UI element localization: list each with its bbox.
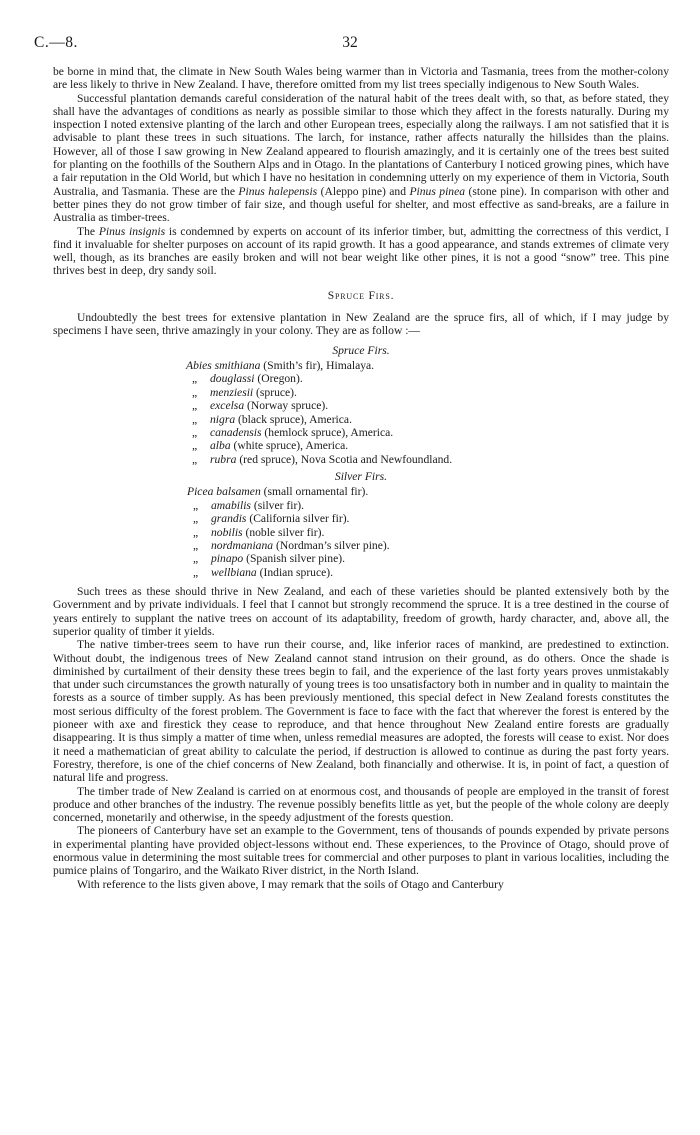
species-name: excelsa bbox=[210, 399, 245, 413]
list-item bbox=[187, 566, 669, 579]
genus-label: „ bbox=[192, 399, 198, 413]
species-description: (Norway spruce). bbox=[244, 399, 329, 413]
species-name: nobilis bbox=[211, 525, 243, 539]
species-name: menziesii bbox=[210, 385, 254, 399]
species-name: nigra bbox=[210, 412, 236, 426]
species-description: (silver fir). bbox=[250, 498, 305, 512]
page-number: 32 bbox=[342, 34, 358, 51]
species-name: amabilis bbox=[211, 498, 251, 512]
list-item bbox=[186, 359, 669, 372]
species-name: douglassi bbox=[210, 372, 255, 386]
species-name: Pinus insignis bbox=[98, 224, 166, 238]
genus-label: Picea bbox=[187, 485, 217, 499]
genus-label: „ bbox=[192, 425, 198, 439]
species-description: (spruce). bbox=[253, 385, 297, 399]
species-description: (Indian spruce). bbox=[256, 565, 334, 579]
species-name: smithiana bbox=[214, 358, 261, 372]
genus-label: „ bbox=[192, 439, 198, 453]
list-item bbox=[186, 426, 669, 439]
paragraph bbox=[53, 225, 669, 278]
genus-label: Abies bbox=[186, 358, 215, 372]
paragraph: be borne in mind that, the climate in New South Wales being warmer than in Victoria and Tasmania, trees from the mother-colony are less likely to thrive in New Zealand. I have, therefore omitted from my list trees specially indigenous to New South Wales. bbox=[53, 65, 669, 92]
paragraph-text: (Aleppo pine) and bbox=[320, 184, 407, 198]
species-name: canadensis bbox=[210, 425, 262, 439]
paragraph bbox=[53, 92, 669, 225]
paragraph: The native timber-trees seem to have run their course, and, like inferior races of mankind, are predestined to extinction. Without doubt, the indigenous trees of New Zealand cannot stand intrusion on their ground, as do others. Once the shade is diminished by curtailment of their density these trees begin to fail, and the experience of the last forty years proves unmistakably that under such circumstances the growth naturally of young trees is too unsatisfactory both in number and in quality to maintain the forests as a source of timber supply. As has been previously mentioned, this special defect in New Zealand forests constitutes the most serious difficulty of the forest problem. The Government is face to face with the fact that wherever the forest is entered by the pioneer with axe and firestick they cease to reproduce, and that hence throughout New Zealand entire forests are gradually disappearing. It is thus simply a matter of time when, unless remedial measures are adopted, the forests will cease to exist. Nor does it need a mathematician of great ability to calculate the period, if destruction is allowed to continue as during the past forty years. Forestry, therefore, is one of the chief concerns of New Zealand, both financially and otherwise. It is, in point of fact, a question of natural life and progress. bbox=[53, 638, 669, 785]
species-name: balsamen bbox=[216, 485, 261, 499]
genus-label: „ bbox=[193, 538, 199, 552]
list-item bbox=[187, 526, 669, 539]
species-name: rubra bbox=[210, 452, 237, 466]
genus-label: „ bbox=[192, 412, 198, 426]
paragraph: Such trees as these should thrive in New Zealand, and each of these varieties should be planted extensively both by the Government and by private individuals. I feel that I cannot but strongly recommend the spruce. It is a tree destined in the course of years entirely to supplant the native trees on account of its adaptability, freedom of growth, hardy character, and, above all, the superior quality of timber it yields. bbox=[53, 585, 669, 638]
species-description: (noble silver fir). bbox=[242, 525, 325, 539]
silver-fir-list bbox=[187, 485, 669, 579]
document-body bbox=[53, 65, 669, 891]
species-name: alba bbox=[210, 439, 231, 453]
paragraph-text: The bbox=[77, 224, 96, 238]
species-name: pinapo bbox=[211, 552, 244, 566]
genus-label: „ bbox=[193, 512, 199, 526]
list-item bbox=[187, 552, 669, 565]
species-description: (hemlock spruce), America. bbox=[261, 425, 394, 439]
genus-label: „ bbox=[192, 385, 198, 399]
species-name: grandis bbox=[211, 512, 247, 526]
species-description: (Oregon). bbox=[254, 372, 303, 386]
species-description: (black spruce), America. bbox=[235, 412, 352, 426]
genus-label: „ bbox=[193, 525, 199, 539]
genus-label: „ bbox=[193, 565, 199, 579]
list-item bbox=[186, 399, 669, 412]
paragraph-text: is condemned by experts on account of its inferior timber, but, admitting the correctness of this verdict, I find it invaluable for shelter purposes on account of its rapid growth. It has a good appearance, and stands extremes of climate very well, though, as its branches are easily broken and will not bear weight like other pines, it is not a good “snow” tree. This pine thrives best in deep, dry sandy soil. bbox=[53, 224, 670, 278]
paragraph: With reference to the lists given above, I may remark that the soils of Otago and Canterbury bbox=[77, 877, 504, 891]
spruce-fir-list bbox=[186, 359, 669, 466]
list-item bbox=[187, 512, 669, 525]
paragraph: The pioneers of Canterbury have set an example to the Government, tens of thousands of pounds expended by private persons in experimental planting have provided object-lessons without end. These experiences, to the Province of Otago, should prove of enormous value in determining the most suitable trees for commercial and other purposes to plant in various localities, including the pumice plains of Tongariro, and the Waikato River district, in the North Island. bbox=[53, 824, 669, 878]
list-item bbox=[186, 413, 669, 426]
genus-label: „ bbox=[193, 498, 199, 512]
list-item bbox=[186, 439, 669, 452]
section-heading: Spruce Firs. bbox=[327, 288, 395, 302]
list-item bbox=[187, 499, 669, 512]
paragraph-text: (stone pine). In comparison with other and better pines they do not grow timber of fair size, and though useful for shelter, and most effective as sand-breaks, are a failure in Australia as timber-trees. bbox=[53, 184, 669, 225]
genus-label: „ bbox=[192, 372, 198, 386]
species-name: Pinus halepensis bbox=[238, 184, 318, 198]
genus-label: „ bbox=[192, 452, 198, 466]
list-item bbox=[186, 372, 669, 385]
list-item bbox=[187, 539, 669, 552]
paragraph-text: Successful plantation demands careful consideration of the natural habit of the trees dealt with, so that, as before stated, they shall have the advantages of conditions as nearly as possible similar to those which they affect in the forests naturally. During my inspection I noted extensive planting of the larch and other European trees, especially along the railways. I am not satisfied that it is advisable to plant these trees in such situations. The larch, for instance, rather affects naturally the hillsides than the plains. However, all of those I saw growing in New Zealand appeared to flourish amazingly, and it is certainly one of the trees best suited for planting on the foothills of the Southern Alps and in Otago. In the plantations of Canterbury I noticed growing pines, which have a fair reputation in the Old World, but which I have no hesitation in condemning utterly on my experience of them in Victoria, South Australia, and Tasmania. These are the bbox=[53, 91, 669, 198]
paragraph: Undoubtedly the best trees for extensive plantation in New Zealand are the spruce firs, all of which, if I may judge by specimens I have seen, thrive amazingly in your colony. They are as follow :— bbox=[53, 311, 669, 338]
species-name: wellbiana bbox=[211, 565, 257, 579]
species-description: (Nordman’s silver pine). bbox=[273, 538, 390, 552]
species-name: nordmaniana bbox=[211, 538, 274, 552]
species-description: (small ornamental fir). bbox=[260, 485, 369, 499]
paragraph: The timber trade of New Zealand is carried on at enormous cost, and thousands of people are employed in the transit of forest produce and other branches of the industry. The revenue possibly benefits little as yet, but the people of the whole colony are deeply concerned, monetarily and otherwise, in the speedy adjustment of the forests question. bbox=[53, 784, 669, 825]
list-heading-spruce: Spruce Firs. bbox=[332, 343, 390, 357]
list-heading-silver: Silver Firs. bbox=[334, 470, 388, 484]
document-reference: C.—8. bbox=[34, 34, 78, 51]
list-item bbox=[186, 453, 669, 466]
list-item bbox=[186, 386, 669, 399]
species-description: (Spanish silver pine). bbox=[243, 552, 345, 566]
species-description: (white spruce), America. bbox=[230, 439, 349, 453]
species-description: (California silver fir). bbox=[246, 512, 350, 526]
species-name: Pinus pinea bbox=[409, 184, 466, 198]
species-description: (Smith’s fir), Himalaya. bbox=[260, 358, 375, 372]
species-description: (red spruce), Nova Scotia and Newfoundland. bbox=[236, 452, 453, 466]
genus-label: „ bbox=[193, 552, 199, 566]
list-item bbox=[187, 485, 669, 498]
